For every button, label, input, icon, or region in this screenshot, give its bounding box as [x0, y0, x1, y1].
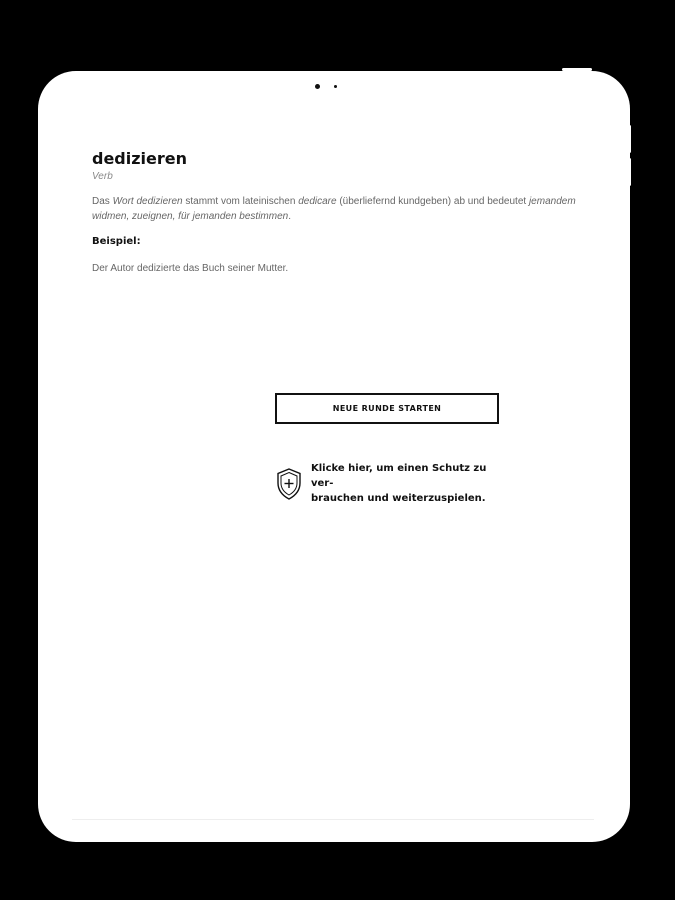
word-card [92, 149, 592, 504]
use-shield-button[interactable] [275, 461, 511, 506]
new-round-button[interactable]: NEUE RUNDE STARTEN [275, 393, 499, 424]
example-text: Der Autor dedizierte das Buch seiner Mutter. [92, 263, 289, 274]
shield-text: Klicke hier, um einen Schutz zu ver- brauchen und weiterzuspielen. [311, 463, 487, 504]
etymology-text: Das Wort dedizieren stammt vom lateinischen dedicare (überliefernd kundgeben) ab und bedeutet jemandem widmen, zueignen, für jemanden bestimmen. [92, 196, 576, 222]
camera-dot-icon [315, 84, 320, 89]
example-heading: Beispiel: [92, 236, 141, 247]
word-title: dedizieren [92, 149, 188, 168]
shield-plus-icon [275, 467, 303, 501]
tablet-screen [38, 71, 630, 842]
divider [72, 819, 594, 820]
sensor-dot-icon [334, 85, 337, 88]
part-of-speech: Verb [92, 171, 113, 182]
